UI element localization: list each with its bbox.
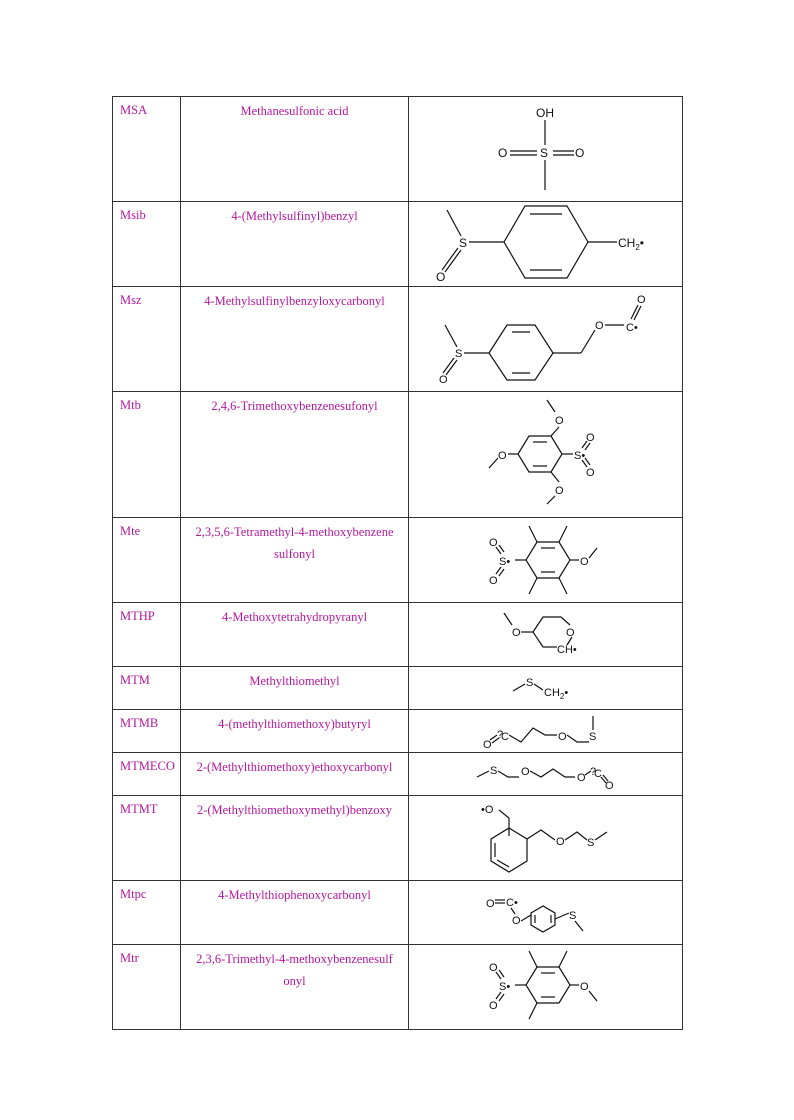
methylsulfinylbenzyloxycarbonyl-structure	[409, 287, 682, 391]
table-row	[113, 603, 683, 667]
name-cell: 4-(Methylsulfinyl)benzyl	[231, 209, 358, 223]
abbreviation-cell: MTMECO	[120, 759, 175, 773]
svg-text:O: O	[486, 898, 495, 910]
svg-text:C•: C•	[506, 897, 518, 909]
svg-text:O: O	[637, 294, 646, 306]
methylthiomethoxyethoxycarbonyl-structure	[409, 753, 682, 795]
svg-text:S: S	[587, 837, 595, 849]
svg-text:O: O	[512, 915, 521, 927]
table-row	[113, 945, 683, 1030]
svg-text:S•: S•	[574, 450, 586, 462]
trimethylmethoxybenzenesulfonyl-structure	[409, 945, 682, 1029]
svg-text:O: O	[436, 270, 446, 284]
svg-text:S•: S•	[499, 556, 511, 568]
table-row	[113, 753, 683, 796]
svg-text:O: O	[558, 731, 567, 743]
svg-text:O: O	[439, 374, 448, 386]
methylthiophenoxycarbonyl-structure	[409, 881, 682, 944]
svg-text:O: O	[555, 415, 564, 427]
svg-text:CH2•: $CH_2•$	[544, 687, 569, 701]
svg-text:S: S	[459, 236, 468, 250]
svg-text:C: C	[501, 731, 509, 743]
table-row	[113, 518, 683, 603]
table-row	[113, 881, 683, 945]
svg-text:O: O	[605, 780, 614, 792]
svg-text:O: O	[489, 1000, 498, 1012]
name-cell: Methylthiomethyl	[249, 674, 340, 688]
table-row	[113, 97, 683, 202]
svg-text:C: C	[594, 768, 602, 780]
table-row	[113, 287, 683, 392]
methoxytetrahydropyranyl-structure	[409, 603, 682, 666]
svg-text:O: O	[580, 981, 589, 993]
name-cell: 2,3,6-Trimethyl-4-methoxybenzenesulf onyl	[196, 952, 393, 988]
abbreviation-cell: MTMB	[120, 716, 159, 730]
svg-text:O: O	[556, 836, 565, 848]
svg-text:O: O	[580, 556, 589, 568]
svg-text:O: O	[555, 485, 564, 497]
svg-text:S: S	[490, 765, 498, 777]
name-cell: Methanesulfonic acid	[240, 104, 349, 118]
name-cell: 2-(Methylthiomethoxymethyl)benzoxy	[196, 803, 393, 817]
svg-text:O: O	[586, 467, 595, 479]
svg-text:O: O	[512, 627, 521, 639]
abbreviation-cell: MSA	[120, 103, 148, 117]
methanesulfonic-acid-structure	[409, 97, 682, 201]
svg-text:C•: C•	[626, 322, 638, 334]
abbreviation-cell: Mtpc	[120, 887, 147, 901]
methylsulfinylbenzyl-structure	[409, 202, 682, 286]
svg-text:O: O	[498, 450, 507, 462]
svg-text:CH2•: $CH_2•$	[618, 236, 644, 252]
name-cell: 4-Methoxytetrahydropyranyl	[221, 610, 368, 624]
svg-text:OH: OH	[536, 106, 554, 120]
svg-text:S: S	[455, 348, 463, 360]
abbreviation-cell: Mtb	[120, 398, 141, 412]
name-cell: 2-(Methylthiomethoxy)ethoxycarbonyl	[196, 760, 393, 774]
svg-text:O: O	[521, 766, 530, 778]
methylthiomethyl-structure	[409, 667, 682, 709]
abbreviation-cell: MTHP	[120, 609, 155, 623]
svg-text:S: S	[526, 677, 534, 689]
name-cell: 2,3,5,6-Tetramethyl-4-methoxybenzene sulfonyl	[195, 525, 394, 561]
table-row	[113, 202, 683, 287]
svg-text:O: O	[566, 627, 575, 639]
svg-text:?: ?	[497, 729, 504, 741]
tetramethylmethoxybenzenesulfonyl-structure	[409, 518, 682, 602]
abbreviation-cell: MTMT	[120, 802, 158, 816]
svg-text:•O: •O	[481, 804, 494, 816]
abbreviation-cell: Mtr	[120, 951, 139, 965]
name-cell: 4-Methylthiophenoxycarbonyl	[218, 888, 371, 902]
methylthiomethoxymethylbenzoxy-structure	[409, 796, 682, 880]
abbreviation-cell: Mte	[120, 524, 141, 538]
svg-text:O: O	[575, 146, 585, 160]
svg-text:O: O	[489, 575, 498, 587]
svg-text:O: O	[498, 146, 508, 160]
abbreviation-cell: Msib	[120, 208, 146, 222]
abbreviation-cell: MTM	[120, 673, 150, 687]
methylthiomethoxybutyryl-structure	[409, 710, 682, 752]
svg-text:O: O	[595, 320, 604, 332]
svg-text:S: S	[589, 731, 597, 743]
svg-text:O: O	[483, 739, 492, 751]
svg-text:S: S	[569, 910, 577, 922]
svg-text:O: O	[586, 432, 595, 444]
trimethoxybenzenesulfonyl-structure	[409, 392, 682, 517]
abbreviation-table	[112, 96, 683, 1030]
name-cell: 2,4,6-Trimethoxybenzenesufonyl	[211, 399, 378, 413]
name-cell: 4-Methylsulfinylbenzyloxycarbonyl	[204, 294, 385, 308]
svg-text:S•: S•	[499, 981, 511, 993]
svg-text:?: ?	[590, 766, 597, 778]
table-row	[113, 392, 683, 518]
table-row	[113, 796, 683, 881]
svg-text:O: O	[489, 537, 498, 549]
svg-text:S: S	[540, 146, 549, 160]
svg-text:O: O	[577, 772, 586, 784]
table-row	[113, 710, 683, 753]
abbreviation-cell: Msz	[120, 293, 142, 307]
table-row	[113, 667, 683, 710]
name-cell: 4-(methylthiomethoxy)butyryl	[218, 717, 371, 731]
svg-text:O: O	[489, 962, 498, 974]
svg-text:CH•: CH•	[557, 644, 577, 656]
